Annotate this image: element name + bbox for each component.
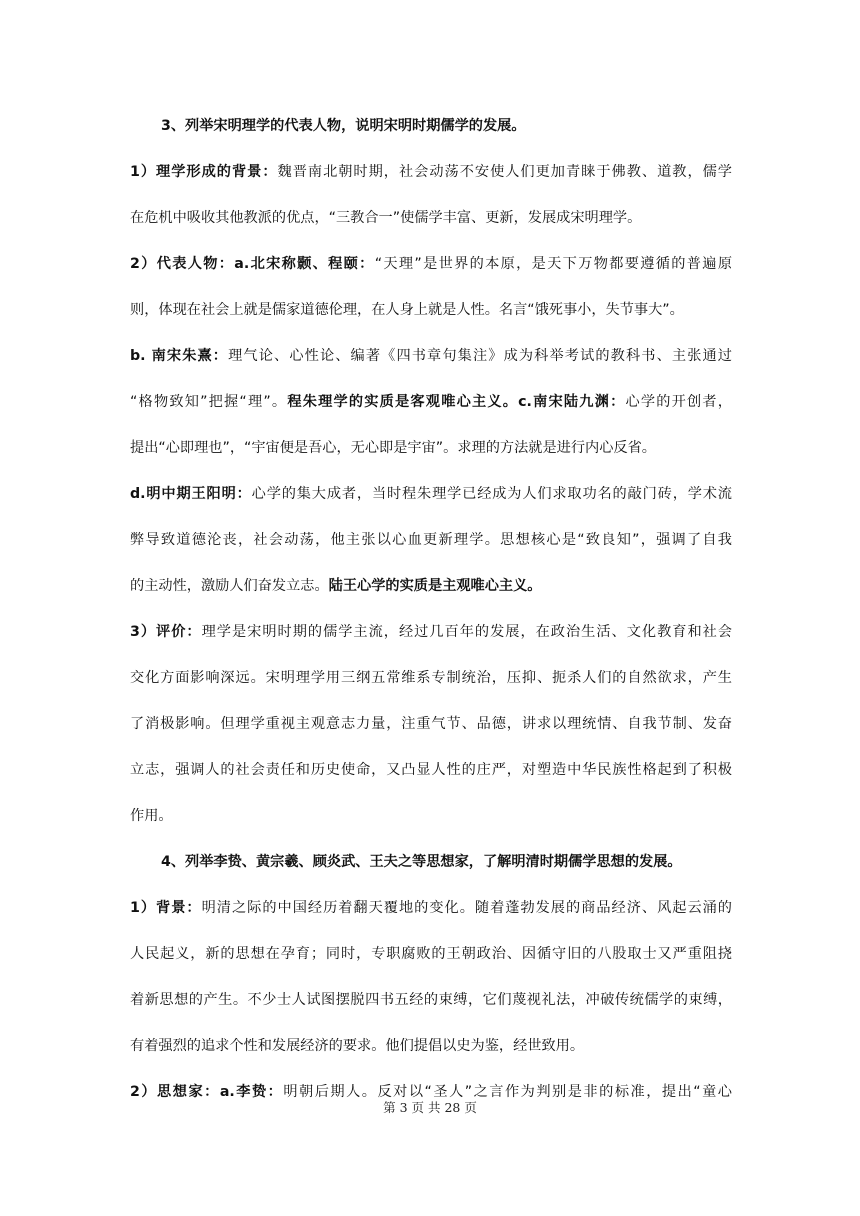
text-span: “格物致知”把握“理”。 bbox=[130, 394, 288, 410]
paragraph-line bbox=[130, 251, 732, 277]
text-span: “天理”是世界的本原，是天下万物都要遵循的普遍原 bbox=[374, 256, 732, 272]
section-label: d.明中期王阳明： bbox=[130, 486, 252, 502]
emphasis-text: 陆王心学的实质是主观唯心主义。 bbox=[328, 578, 542, 594]
paragraph-line bbox=[130, 573, 732, 599]
section-label: b. 南宋朱熹： bbox=[130, 348, 229, 364]
paragraph-line: 有着强烈的追求个性和发展经济的要求。他们提倡以史为鉴，经世致用。 bbox=[130, 1038, 585, 1054]
question-4-heading: 4、列举李贽、黄宗羲、顾炎武、王夫之等思想家，了解明清时期儒学思想的发展。 bbox=[161, 854, 682, 870]
paragraph-line: 则，体现在社会上就是儒家道德伦理，在人身上就是人性。名言“饿死事小，失节事大”。 bbox=[130, 302, 684, 318]
text-span: 明清之际的中国经历着翻天覆地的变化。随着蓬勃发展的商品经济、风起云涌的 bbox=[201, 900, 732, 916]
paragraph-line: 弊导致道德沦丧，社会动荡，他主张以心血更新理学。思想核心是“致良知”，强调了自我 bbox=[130, 532, 732, 548]
text-span: 的主动性，激励人们奋发立志。 bbox=[130, 578, 329, 594]
page-footer: 第 3 页 共 28 页 bbox=[383, 1100, 477, 1115]
question-3-heading: 3、列举宋明理学的代表人物，说明宋明时期儒学的发展。 bbox=[161, 118, 526, 134]
paragraph-line bbox=[130, 619, 732, 645]
text-span: 魏晋南北朝时期，社会动荡不安使人们更加青睐于佛教、道教，儒学 bbox=[277, 164, 732, 180]
text-span: 心学的开创者， bbox=[625, 394, 732, 410]
paragraph-line bbox=[130, 343, 732, 369]
paragraph-line: 着新思想的产生。不少士人试图摆脱四书五经的束缚，它们蔑视礼法，冲破传统儒学的束缚， bbox=[130, 992, 732, 1008]
section-label: c.南宋陆九渊： bbox=[518, 394, 626, 410]
paragraph-line: 提出“心即理也”，“宇宙便是吾心，无心即是宇宙”。求理的方法就是进行内心反省。 bbox=[130, 440, 656, 456]
paragraph-line bbox=[130, 389, 732, 415]
section-label: 2）思想家：a.李贽： bbox=[130, 1084, 284, 1100]
paragraph-line bbox=[130, 895, 732, 921]
paragraph-line: 在危机中吸收其他教派的优点，“三教合一”使儒学丰富、更新，发展成宋明理学。 bbox=[130, 210, 642, 226]
paragraph-line: 交化方面影响深远。宋明理学用三纲五常维系专制统治，压抑、扼杀人们的自然欲求，产生 bbox=[130, 670, 732, 686]
paragraph-line: 人民起义，新的思想在孕育；同时，专职腐败的王朝政治、因循守旧的八股取士又严重阻挠 bbox=[130, 946, 732, 962]
paragraph-line bbox=[130, 159, 732, 185]
paragraph-line: 立志，强调人的社会责任和历史使命，又凸显人性的庄严，对塑造中华民族性格起到了积极 bbox=[130, 762, 732, 778]
emphasis-text: 程朱理学的实质是客观唯心主义。 bbox=[287, 394, 519, 410]
text-span: 心学的集大成者，当时程朱理学已经成为人们求取功名的敲门砖，学术流 bbox=[251, 486, 732, 502]
section-label: 3）评价： bbox=[130, 624, 202, 640]
section-label: 1）背景： bbox=[130, 900, 202, 916]
section-label: 2）代表人物：a.北宋称颢、程颐： bbox=[130, 256, 375, 272]
paragraph-line bbox=[130, 481, 732, 507]
section-label: 1）理学形成的背景： bbox=[130, 164, 278, 180]
text-span: 明朝后期人。反对以“圣人”之言作为判别是非的标准，提出“童心 bbox=[283, 1084, 732, 1100]
text-span: 理气论、心性论、编著《四书章句集注》成为科举考试的教科书、主张通过 bbox=[228, 348, 732, 364]
text-span: 理学是宋明时期的儒学主流，经过几百年的发展，在政治生活、文化教育和社会 bbox=[201, 624, 732, 640]
paragraph-line: 作用。 bbox=[130, 808, 173, 824]
paragraph-line: 了消极影响。但理学重视主观意志力量，注重气节、品德，讲求以理统情、自我节制、发奋 bbox=[130, 716, 732, 732]
